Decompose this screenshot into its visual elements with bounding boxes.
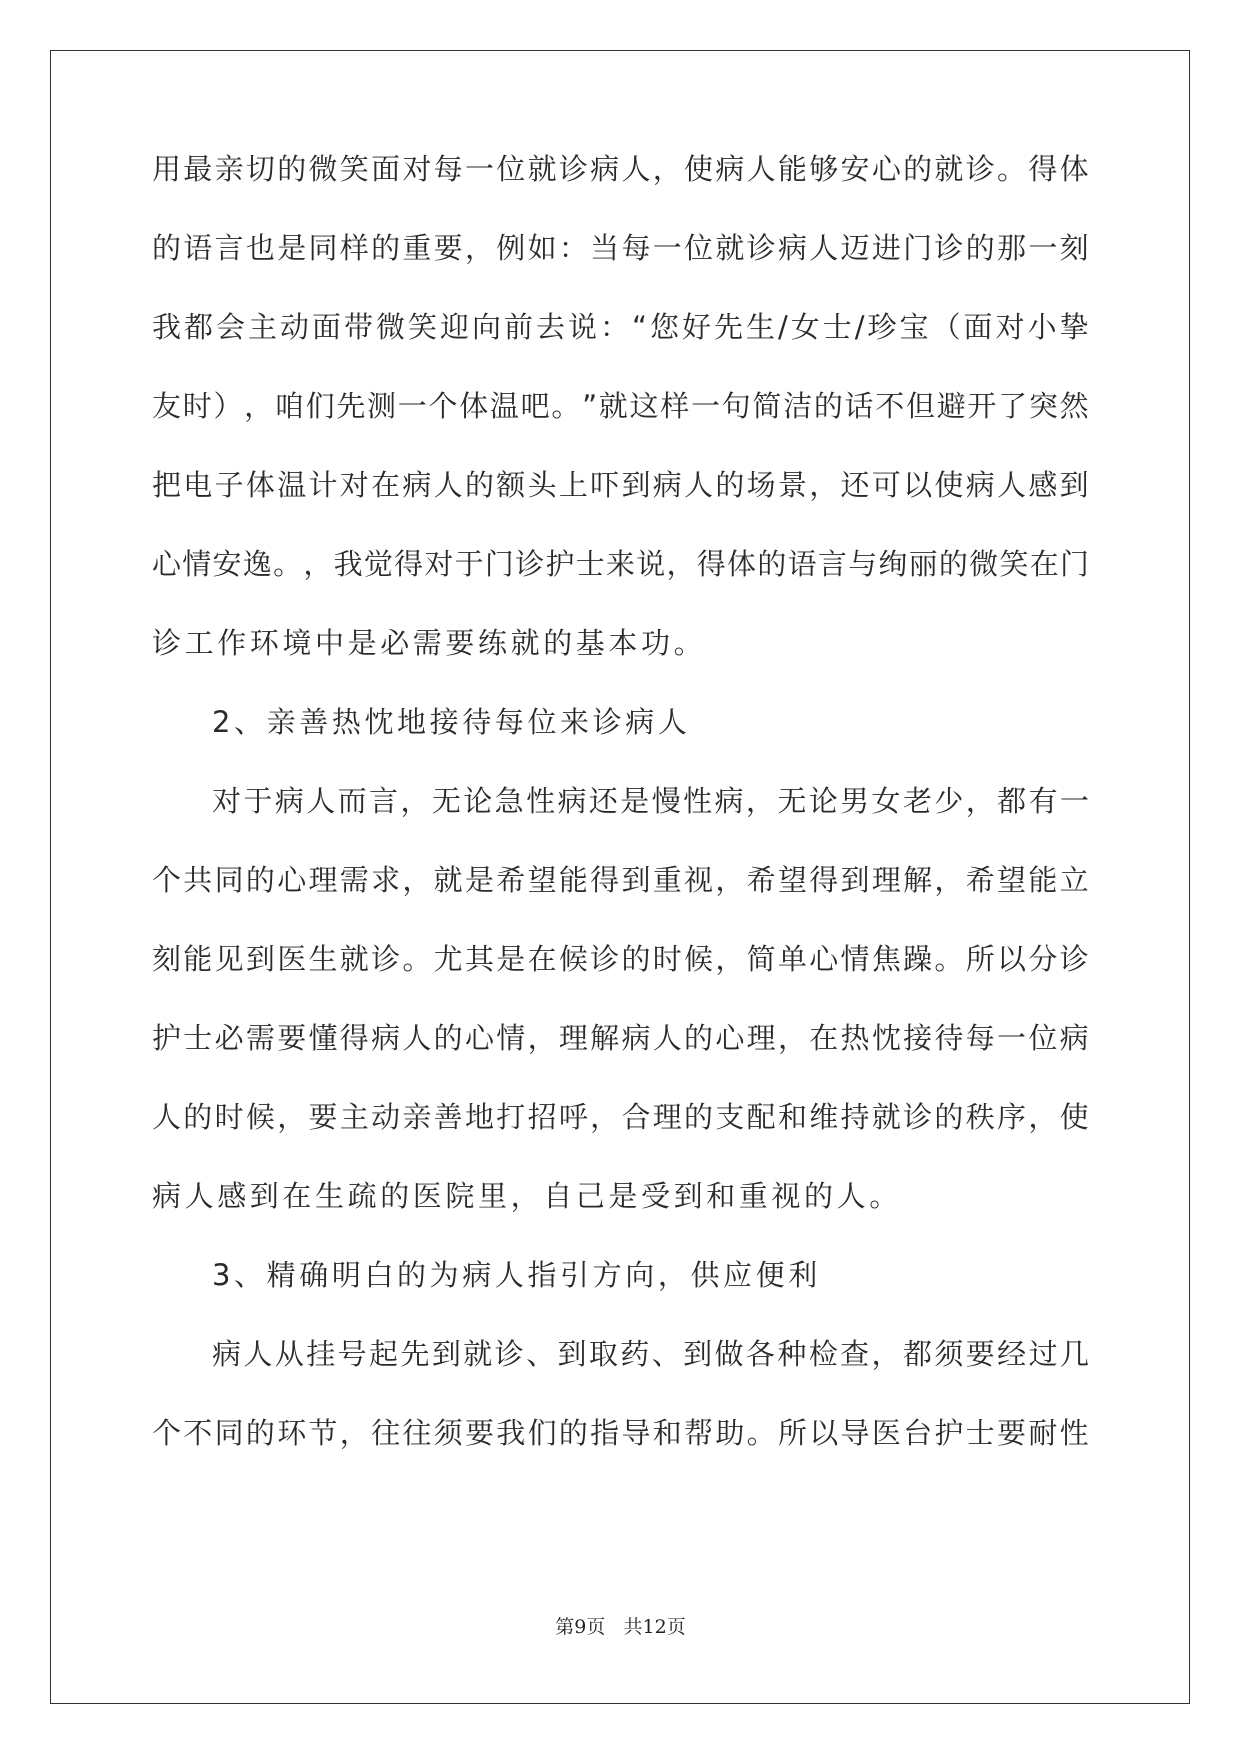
text-line: 个 不 同 的 环 节 ， 往 往 须 要 我 们 的 指 导 和 帮 助 。 所 以 导 医 台 护 士 要 耐 性 [152, 1416, 1089, 1450]
text-line: 个 共 同 的 心 理 需 求 ， 就 是 希 望 能 得 到 重 视 ， 希 望 得 到 理 解 ， 希 望 能 立 [152, 863, 1089, 897]
section-heading: 2、亲善热忱地接待每位来诊病人 [212, 705, 691, 739]
text-line: 友 时 ） ， 咱 们 先 测 一 个 体 温 吧 。 ” 就 这 样 一 句 简 洁 的 话 不 但 避 开 了 突 然 [152, 389, 1089, 423]
text-line: 护 士 必 需 要 懂 得 病 人 的 心 情 ， 理 解 病 人 的 心 理 ， 在 热 忱 接 待 每 一 位 病 [152, 1021, 1089, 1055]
text-line: 用 最 亲 切 的 微 笑 面 对 每 一 位 就 诊 病 人 ， 使 病 人 能 够 安 心 的 就 诊 。 得 体 [152, 152, 1089, 186]
text-line: 刻 能 见 到 医 生 就 诊 。 尤 其 是 在 候 诊 的 时 候 ， 简 单 心 情 焦 躁 。 所 以 分 诊 [152, 942, 1089, 976]
paragraph-first-line: 病 人 从 挂 号 起 先 到 就 诊 、 到 取 药 、 到 做 各 种 检 查 ， 都 须 要 经 过 几 [212, 1337, 1089, 1371]
text-line: 人 的 时 候 ， 要 主 动 亲 善 地 打 招 呼 ， 合 理 的 支 配 和 维 持 就 诊 的 秩 序 ， 使 [152, 1100, 1089, 1134]
text-line: 把 电 子 体 温 计 对 在 病 人 的 额 头 上 吓 到 病 人 的 场 景 ， 还 可 以 使 病 人 感 到 [152, 468, 1089, 502]
page-total: 共12页 [623, 1616, 686, 1638]
paragraph-first-line: 对 于 病 人 而 言 ， 无 论 急 性 病 还 是 慢 性 病 ， 无 论 男 女 老 少 ， 都 有 一 [212, 784, 1089, 818]
text-line: 心 情 安 逸 。 ， 我 觉 得 对 于 门 诊 护 士 来 说 ， 得 体 的 语 言 与 绚 丽 的 微 笑 在 门 [152, 547, 1089, 581]
page-footer [0, 1612, 1241, 1639]
text-line: 的 语 言 也 是 同 样 的 重 要 ， 例 如 ： 当 每 一 位 就 诊 病 人 迈 进 门 诊 的 那 一 刻 [152, 231, 1089, 265]
text-line: 病人感到在生疏的医院里，自己是受到和重视的人。 [152, 1179, 902, 1213]
page-number: 第9页 [555, 1616, 606, 1638]
text-line: 诊工作环境中是必需要练就的基本功。 [152, 626, 707, 660]
text-line: 我 都 会 主 动 面 带 微 笑 迎 向 前 去 说 ： “ 您 好 先 生 / 女 士 / 珍 宝 （ 面 对 小 挚 [152, 310, 1089, 344]
section-heading: 3、精确明白的为病人指引方向，供应便利 [212, 1258, 821, 1292]
